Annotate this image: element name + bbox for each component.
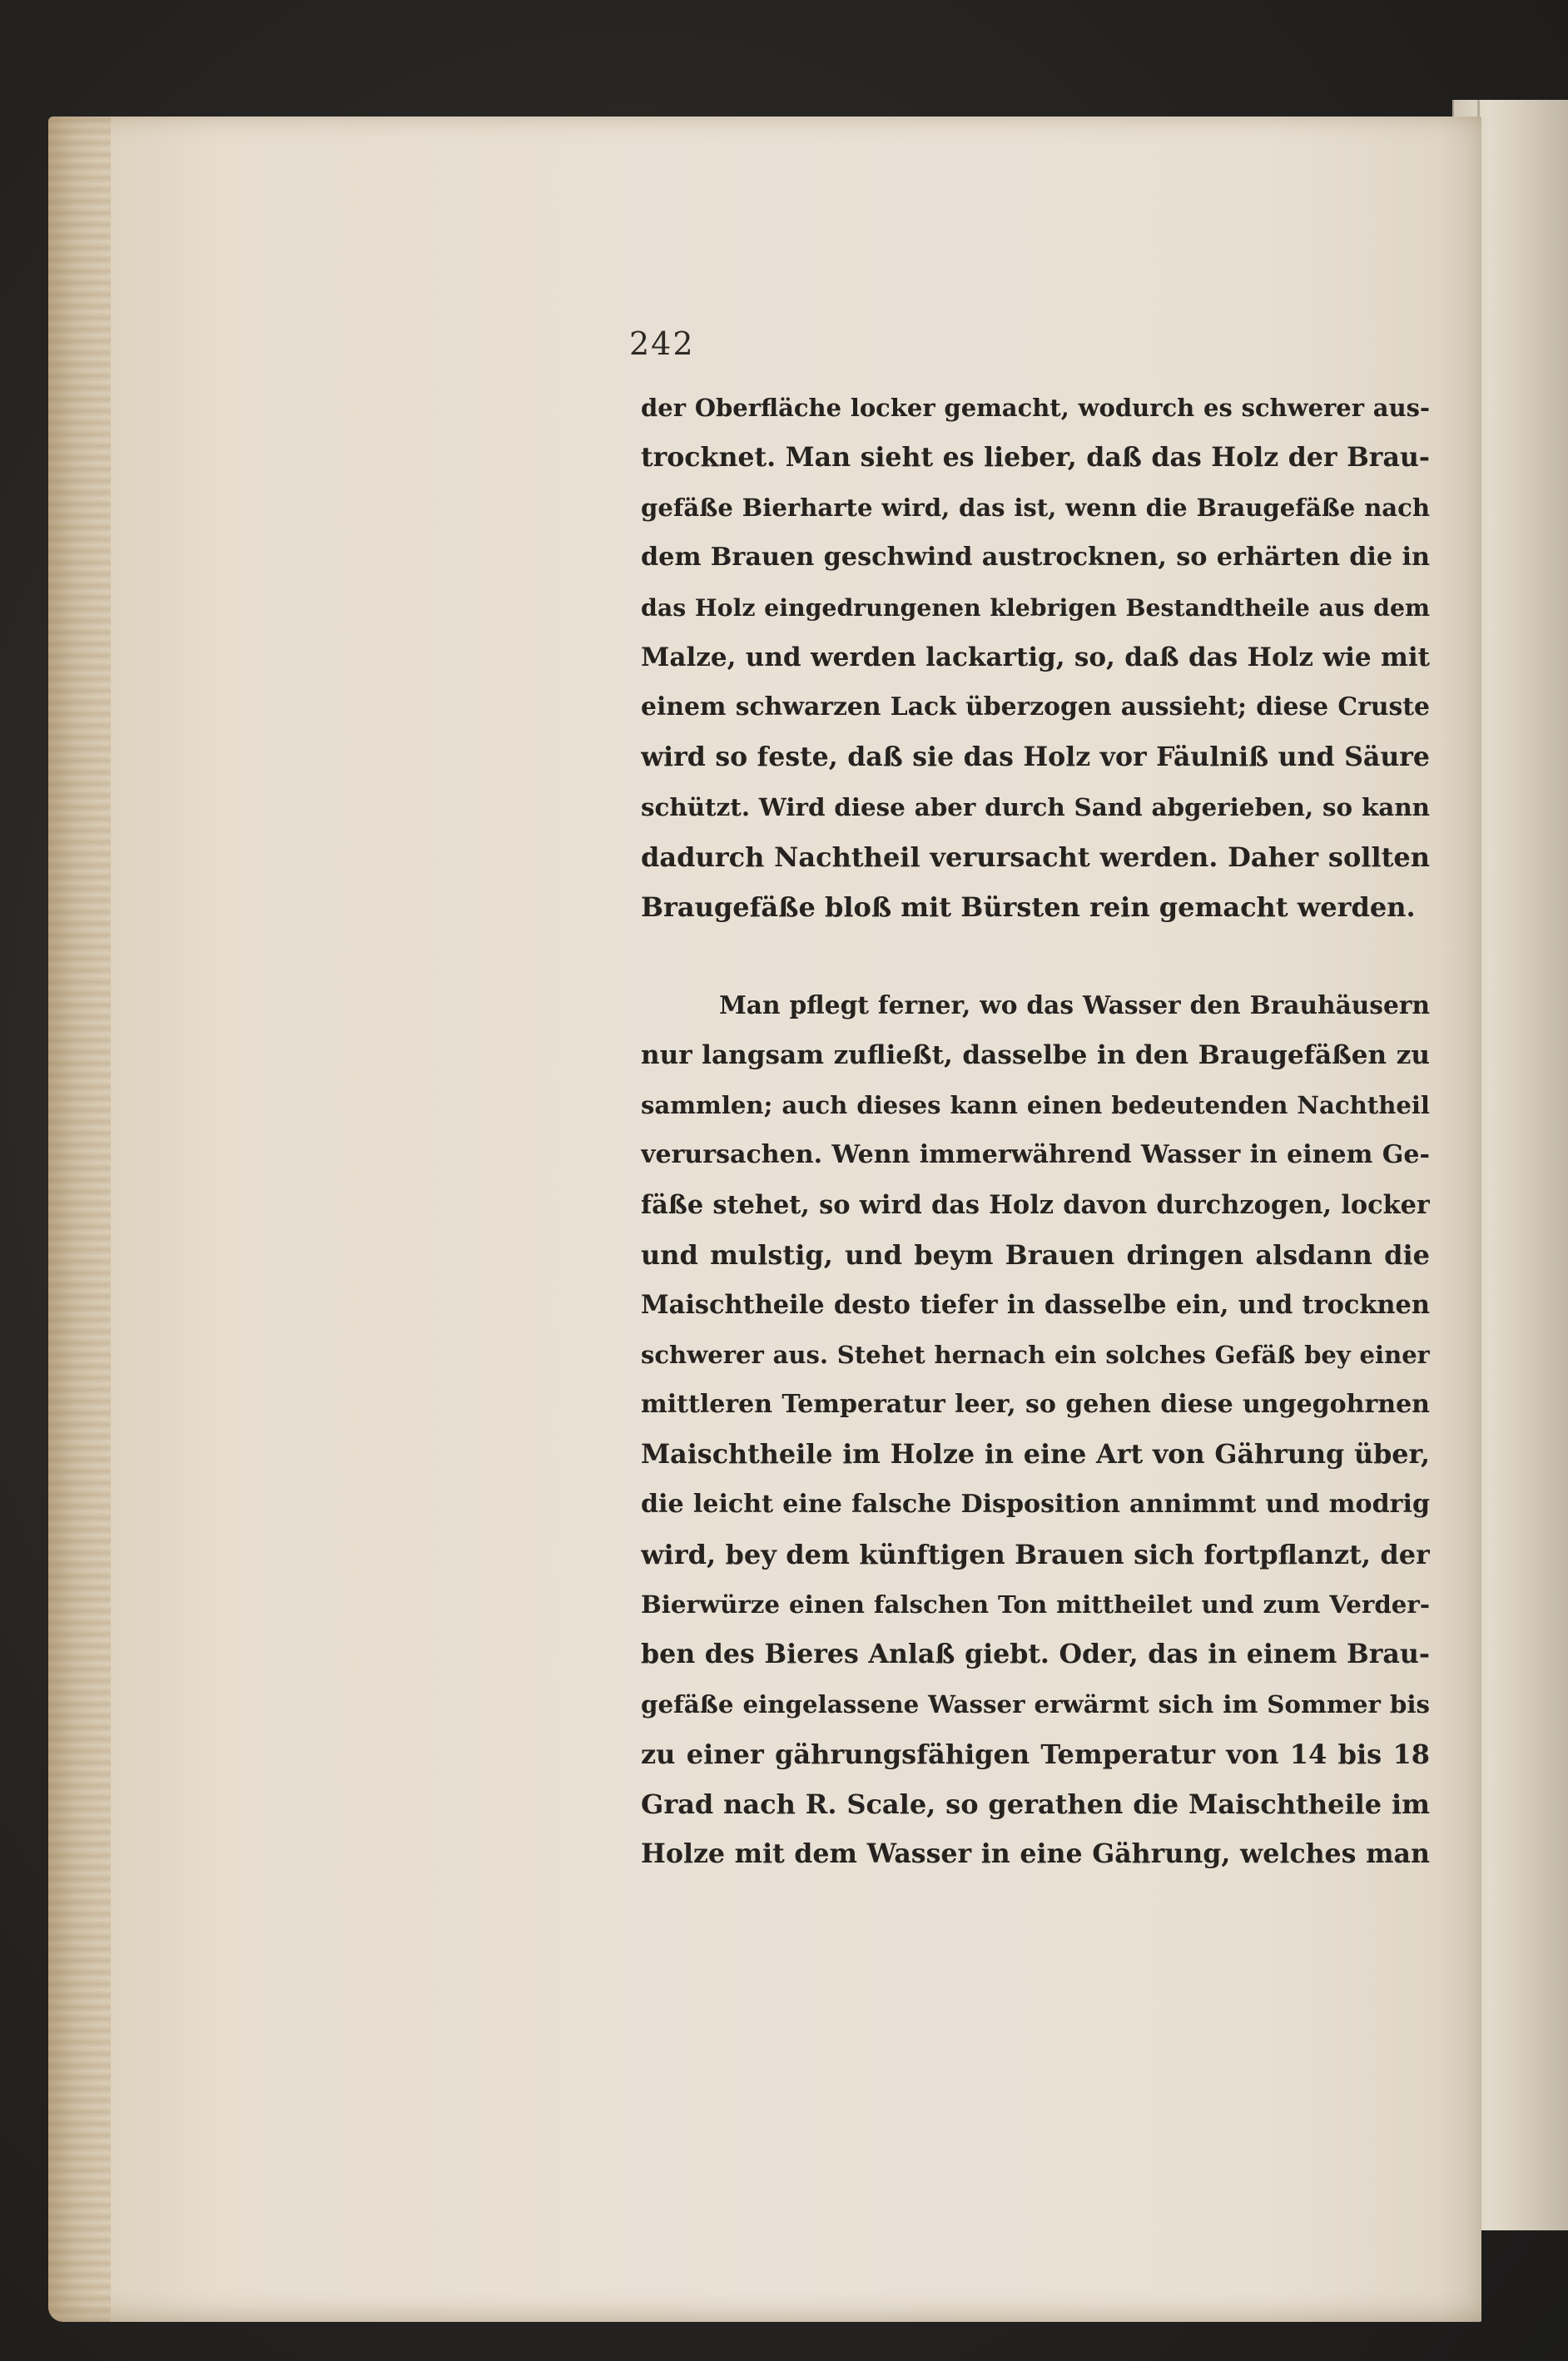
text-line: Man pflegt ferner, wo das Wasser den Brauhäusern bbox=[719, 990, 1430, 1019]
text-line: gefäße eingelassene Wasser erwärmt sich im Sommer bis bbox=[641, 1689, 1430, 1719]
text-line: schwerer aus. Stehet hernach ein solches Gefäß bey einer bbox=[641, 1341, 1430, 1369]
text-line: zu einer gährungsfähigen Temperatur von 14 bis 18 bbox=[641, 1739, 1430, 1770]
page-number: 242 bbox=[629, 325, 695, 362]
text-line: Malze, und werden lackartig, so, daß das Holz wie mit bbox=[641, 642, 1430, 672]
text-line: verursachen. Wenn immerwährend Wasser in einem Ge- bbox=[641, 1140, 1430, 1169]
text-line: Maischtheile desto tiefer in dasselbe ein, und trocknen bbox=[641, 1290, 1430, 1320]
text-line: Braugefäße bloß mit Bürsten rein gemacht werden. bbox=[641, 891, 1416, 923]
body-text bbox=[641, 383, 1430, 1879]
text-line: wird, bey dem künftigen Brauen sich fortpflanzt, der bbox=[641, 1539, 1430, 1570]
text-line: gefäße Bierharte wird, das ist, wenn die Braugefäße nach bbox=[641, 494, 1430, 522]
paragraph-1 bbox=[641, 383, 1430, 932]
text-line: die leicht eine falsche Disposition annimmt und modrig bbox=[641, 1490, 1430, 1519]
text-line: schützt. Wird diese aber durch Sand abgerieben, so kann bbox=[641, 792, 1430, 821]
text-line: einem schwarzen Lack überzogen aussieht; diese Cruste bbox=[641, 692, 1430, 722]
text-line: dem Brauen geschwind austrocknen, so erhärten die in bbox=[641, 543, 1430, 572]
text-line: Maischtheile im Holze in eine Art von Gährung über, bbox=[641, 1439, 1430, 1470]
text-line: der Oberfläche locker gemacht, wodurch es schwerer aus- bbox=[641, 394, 1430, 422]
paragraph-2 bbox=[641, 980, 1430, 1879]
text-line: Bierwürze einen falschen Ton mittheilet und zum Verder- bbox=[641, 1590, 1430, 1619]
text-line: wird so feste, daß sie das Holz vor Fäulniß und Säure bbox=[641, 742, 1430, 772]
text-line: Grad nach R. Scale, so gerathen die Maischtheile im bbox=[641, 1788, 1430, 1820]
text-line: sammlen; auch dieses kann einen bedeutenden Nachtheil bbox=[641, 1091, 1430, 1119]
text-line: dadurch Nachtheil verursacht werden. Daher sollten bbox=[641, 841, 1430, 873]
text-line: fäße stehet, so wird das Holz davon durchzogen, locker bbox=[641, 1190, 1430, 1220]
text-line: und mulstig, und beym Brauen dringen alsdann die bbox=[641, 1239, 1430, 1271]
text-line: ben des Bieres Anlaß giebt. Oder, das in einem Brau- bbox=[641, 1639, 1430, 1669]
text-line: Holze mit dem Wasser in eine Gährung, welches man bbox=[641, 1838, 1430, 1869]
text-line: mittleren Temperatur leer, so gehen diese ungegohrnen bbox=[641, 1390, 1430, 1419]
paragraph-gap bbox=[641, 932, 1430, 980]
text-line: trocknet. Man sieht es lieber, daß das Holz der Brau- bbox=[641, 442, 1430, 473]
text-line: nur langsam zufließt, dasselbe in den Braugefäßen zu bbox=[641, 1040, 1430, 1070]
text-line: das Holz eingedrungenen klebrigen Bestandtheile aus dem bbox=[641, 593, 1430, 622]
